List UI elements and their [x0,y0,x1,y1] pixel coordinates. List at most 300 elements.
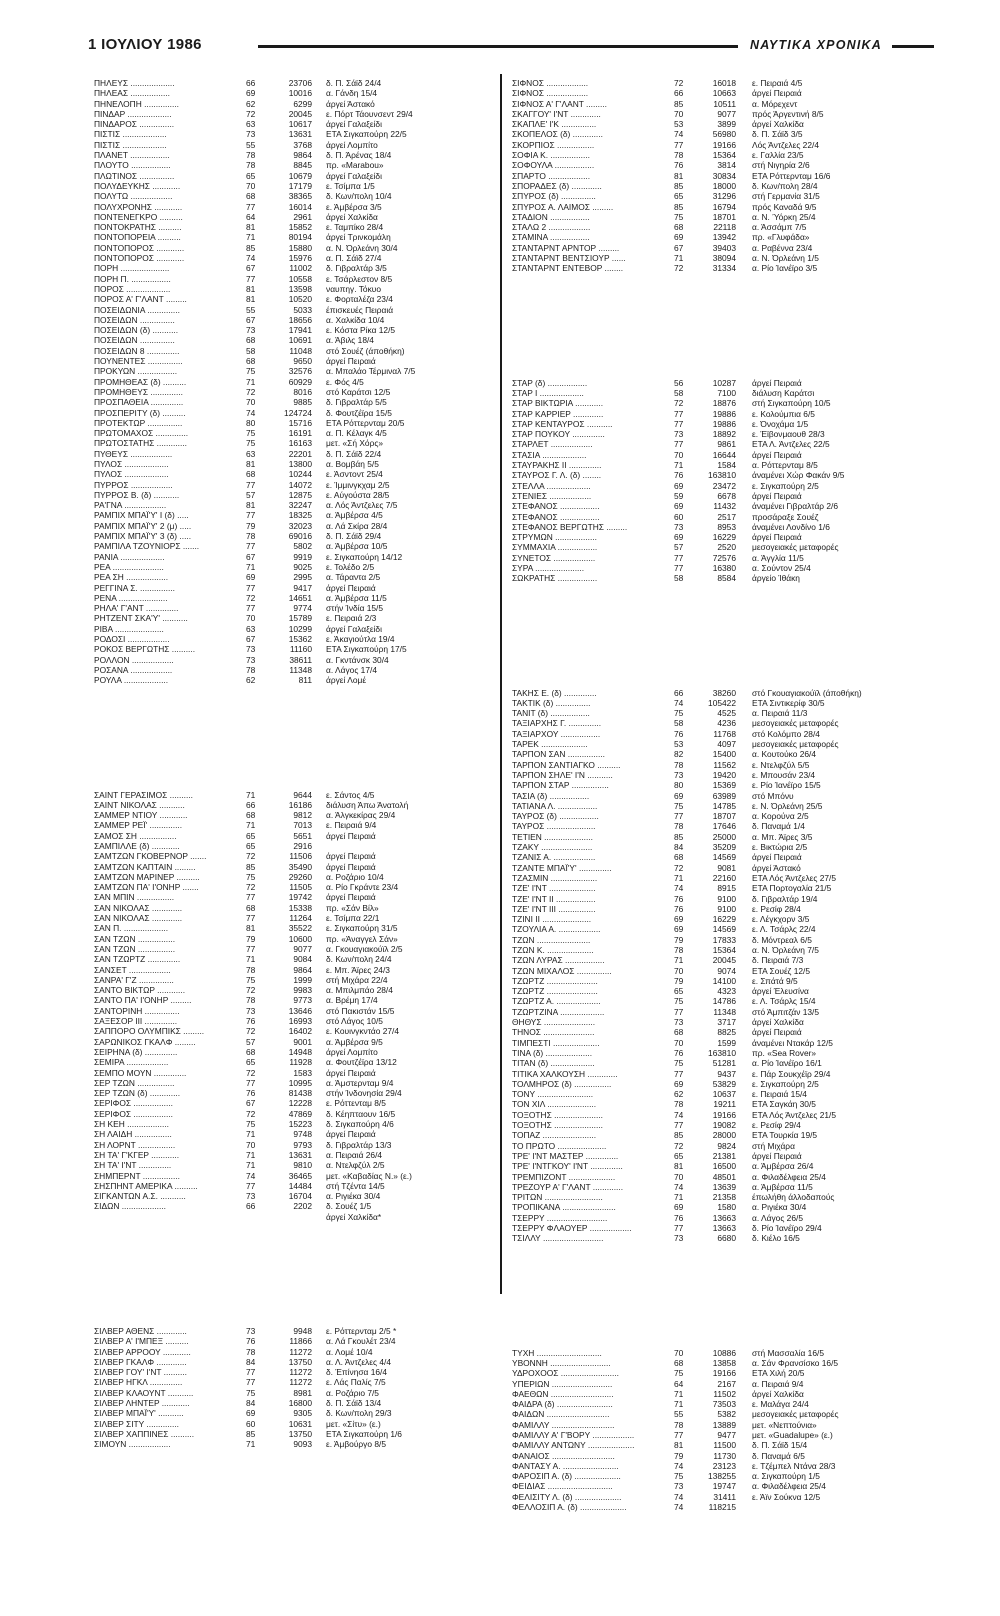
ship-name: ΣΙΛΒΕΡ ΚΛΑΟΥΝΤ ........... [94,1387,194,1398]
location-status: α. Άλγκεκίρας 29/4 [326,810,396,821]
build-year: 75 [246,428,256,439]
table-row [94,408,494,418]
tonnage: 10637 [712,1089,736,1100]
table-row [94,624,494,634]
ship-name: ΠΙΣΤΙΣ ................... [94,139,167,150]
build-year: 72 [246,1108,256,1119]
table-row [94,346,494,356]
location-status: ε. Τσίμπα 22/1 [326,913,380,924]
tonnage: 811 [298,675,312,686]
tonnage: 4236 [717,718,736,729]
location-status: ε. Λάς Παλίς 7/5 [326,1377,386,1388]
table-row [512,770,910,780]
tonnage: 9417 [293,582,312,593]
table-row [512,212,910,222]
tonnage: 17833 [712,934,736,945]
tonnage: 5382 [717,1409,736,1420]
location-status: δ. Παναμά 6/5 [752,1450,805,1461]
table-row [512,470,910,480]
location-status: ε. Πειραιά 2/3 [326,613,377,624]
location-status: έπωλήθη άλλοδαπούς [752,1192,835,1203]
tonnage: 10244 [288,469,312,480]
tonnage: 13663 [712,1223,736,1234]
tonnage: 2995 [293,572,312,583]
tonnage: 11348 [713,1006,736,1017]
location-status: στό Καράτσι 12/5 [326,386,391,397]
table-row [512,821,910,831]
table-row [512,832,910,842]
location-status: ε. Λέγκχορν 3/5 [752,914,810,925]
location-status: ε. Μπουσάν 23/4 [752,769,816,780]
tonnage: 118215 [708,1502,736,1513]
build-year: 77 [246,892,256,903]
build-year: 73 [246,654,256,665]
build-year: 65 [674,986,684,997]
ship-name: ΠΡΟΣΠΕΡΙΤΥ (δ) .......... [94,407,186,418]
ship-name: ΡΕΑ ...................... [94,561,164,572]
ship-name: ΣΤΑΝΤΑΡΝΤ ΕΝΤΕΒΟΡ ........ [512,263,624,274]
table-row [512,1192,910,1202]
build-year: 59 [674,490,684,501]
build-year: 71 [246,789,256,800]
table-row [94,975,494,985]
build-year: 70 [674,1037,684,1048]
build-year: 78 [246,531,256,542]
build-year: 67 [246,634,256,645]
table-row [512,202,910,212]
ship-name: ΣΕΙΡΗΝΑ (δ) .............. [94,1046,178,1057]
tonnage: 12228 [288,1098,312,1109]
table-row [512,129,910,139]
table-row [94,995,494,1005]
table-row [512,222,910,232]
tonnage: 16794 [712,201,736,212]
location-status: άργεί Πειραιά [752,1027,802,1038]
ship-name: ΠΙΣΤΙΣ ................... [94,129,167,140]
location-status: μετ. «Σίτυ» (ε.) [326,1418,381,1429]
ship-name: ΣΑΝ ΝΙΚΟΛΑΣ ............. [94,902,183,913]
location-status: ε. Άϊν Σούκνα 12/5 [752,1491,821,1502]
table-row [94,181,494,191]
build-year: 67 [246,551,256,562]
ship-name: ΤΥΧΗ ............................ [512,1347,602,1358]
build-year: 73 [246,325,256,336]
location-status: έπισκευές Πειραιά [326,304,394,315]
build-year: 68 [246,902,256,913]
tonnage: 53829 [712,1078,736,1089]
location-status: διάλυση Καράτσι [752,387,815,398]
table-row [512,1233,910,1243]
table-row [94,583,494,593]
table-row [512,119,910,129]
ship-name: ΣΤΑΡ ΠΟΥΚΟΥ .............. [512,429,605,440]
tonnage: 1580 [717,1202,736,1213]
tonnage: 1599 [717,1037,736,1048]
tonnage: 5802 [293,541,312,552]
ship-name: ΤΙΜΠΕΣΤΙ .................... [512,1037,600,1048]
build-year: 81 [246,458,256,469]
table-row [512,512,910,522]
table-row [512,863,910,873]
ship-name: ΡΗΛΑ' Γ'ΑΝΤ .............. [94,603,179,614]
location-status: α. Μόρεχεντ [752,98,798,109]
location-status: ε. Σιγκαπούρη 2/5 [752,1078,819,1089]
ship-name: ΠΟΡΟΣ ................... [94,283,171,294]
location-status: ε. Σιγκαπούρη 14/12 [326,551,403,562]
tonnage: 9001 [293,1036,312,1047]
table-row [94,1098,494,1108]
table-row [94,1088,494,1098]
tonnage: 22160 [712,872,736,883]
table-row [512,1389,910,1399]
ship-name: ΣΥΡΑ ..................... [512,562,585,573]
table-row [512,563,910,573]
location-status: δ. Π. Άρένας 18/4 [326,150,392,161]
build-year: 84 [246,1398,256,1409]
tonnage: 8915 [717,883,736,894]
table-row [94,510,494,520]
ship-name: ΣΑΜΜΕΡ ΡΕΪ' .............. [94,820,183,831]
location-status: α. Λός Άντζελες 7/5 [326,500,398,511]
table-row [94,191,494,201]
table-row [94,1408,494,1418]
ship-name: ΡΑΜΠΙΛΑ ΤΖΟΥΝΙΟΡΣ ....... [94,541,200,552]
build-year: 76 [674,728,684,739]
ship-name: ΠΥΡΡΟΣ .................. [94,479,173,490]
build-year: 71 [246,1149,256,1160]
tonnage: 105422 [708,697,736,708]
location-status: μεσογειακές μεταφορές [752,542,839,553]
build-year: 77 [674,1068,684,1079]
tonnage: 9864 [293,150,312,161]
ship-name: ΣΑΠΠΟΡΟ ΟΛΥΜΠΙΚΣ ......... [94,1026,205,1037]
tonnage: 9025 [293,561,312,572]
table-row [512,171,910,181]
location-status: πρ. «Marabou» [326,160,384,171]
ship-name: ΡΟΔΟΣΙ .................. [94,634,170,645]
tonnage: 29260 [288,871,312,882]
ship-name: ΣΤΡΥΜΩΝ .................. [512,532,597,543]
location-status: στό Λάγος 10/5 [326,1016,383,1027]
table-row [94,1439,494,1449]
tonnage: 14072 [288,479,312,490]
location-status: α. Κορούνα 2/5 [752,811,809,822]
location-status: δ. Κιέλο 16/5 [752,1233,800,1244]
ship-name: ΡΟΥΛΑ ................... [94,675,169,686]
ship-name: ΤΖΩΝ Κ. .................... [512,945,594,955]
ship-name: ΣΑΜΤΖΩΝ ΠΑ' Ι'ΟΝΗΡ ....... [94,882,199,893]
tonnage: 8584 [717,573,736,584]
location-status: άναμένει Γιβραλτάρ 2/6 [752,501,839,512]
ship-name: ΠΟΡΗ ..................... [94,263,170,274]
location-status: στό Κολόμπο 28/4 [752,728,820,739]
location-status: ε. Κολούμπια 6/5 [752,408,815,419]
ship-name: ΠΛΟΥΤΟ ................. [94,160,171,171]
location-status: άργεί Χαλκίδα* [326,1211,382,1222]
table-row [94,232,494,242]
ship-name: ΣΥΝΕΤΟΣ .................. [512,552,596,563]
build-year: 57 [246,489,256,500]
tonnage: 163810 [708,470,736,481]
table-row [94,665,494,675]
tonnage: 9477 [717,1429,736,1440]
table-row [512,1099,910,1109]
ship-name: ΤΟΞΟΤΗΣ ..................... [512,1120,603,1131]
table-row [512,780,910,790]
table-row [512,904,910,914]
table-row [94,841,494,851]
tonnage: 36465 [288,1170,312,1181]
table-row [94,274,494,284]
location-status: α. Βρέμη 17/4 [326,995,378,1006]
ship-name: ΡΑΝΙΑ ................... [94,551,165,562]
build-year: 85 [674,1130,684,1141]
location-status: ε. Τσάρλεστον 8/5 [326,273,393,284]
ship-name: ΣΤΑΝΤΑΡΝΤ ΑΡΝΤΟΡ ......... [512,242,620,253]
location-status: α. Γκντάνσκ 30/4 [326,654,389,665]
table-row [94,675,494,685]
tonnage: 9773 [293,995,312,1006]
build-year: 69 [246,572,256,583]
table-row [512,88,910,98]
location-status: δ. Π. Σάϊδ 13/4 [326,1398,382,1409]
table-row [94,851,494,861]
build-year: 64 [674,1378,684,1389]
build-year: 65 [246,170,256,181]
ship-name: ΠΟΣΕΙΔΩΝ 8 .............. [94,345,180,356]
table-row [94,109,494,119]
table-row [512,1069,910,1079]
location-status: μετ. «Καβαδίας Ν.» (ε.) [326,1170,412,1181]
tonnage: 9885 [293,397,312,408]
table-row [94,541,494,551]
ship-name: ΣΠΥΡΟΣ Α. ΛΑΙΜΟΣ ......... [512,201,614,212]
build-year: 76 [674,160,684,171]
build-year: 62 [674,1089,684,1100]
location-status: δ. Γιβραλτάρ 5/5 [326,397,387,408]
build-year: 77 [246,479,256,490]
tonnage: 9793 [293,1139,312,1150]
location-status: α. Πειραιά 9/4 [752,1378,804,1389]
location-status: ε. Πειραιά 15/4 [752,1089,807,1100]
table-row [94,243,494,253]
location-status: ε. Βικτώρια 2/5 [752,842,808,853]
table-row [94,222,494,232]
ship-name: ΡΟΚΟΣ ΒΕΡΓΩΤΗΣ .......... [94,644,196,655]
location-status: δ. Π. Σάϊδ 15/4 [752,1440,808,1451]
ship-name: ΣΑΜΤΖΩΝ ΚΑΠΤΑΙΝ ......... [94,861,196,872]
table-row [512,1348,910,1358]
location-status: ε. Ν. Όρλεάνη 25/5 [752,800,823,811]
table-row [512,1502,910,1512]
tonnage: 19886 [712,408,736,419]
table-row [512,1161,910,1171]
table-row [94,253,494,263]
table-row [94,985,494,995]
table-row [94,1047,494,1057]
build-year: 70 [674,1171,684,1182]
build-year: 76 [674,1212,684,1223]
table-row [512,439,910,449]
build-year: 71 [246,561,256,572]
build-year: 68 [246,191,256,202]
ship-name: ΣΗ ΛΟΡΝΤ ................ [94,1139,176,1150]
location-status: ε. Αύγούστα 28/5 [326,489,390,500]
ship-name: ΣΤΕΦΑΝΟΣ ................. [512,511,600,522]
table-row [512,1079,910,1089]
table-row [94,263,494,273]
ship-name: ΠΟΛΥΔΕΥΚΗΣ ............ [94,180,181,191]
tonnage: 17646 [712,821,736,832]
location-status: άργεί Πειραιά [326,861,376,872]
build-year: 55 [246,304,256,315]
ship-name: ΡΙΒΑ ..................... [94,623,164,634]
location-status: άργεί Τρινκομάλη [326,232,391,243]
build-year: 79 [246,520,256,531]
build-year: 70 [246,397,256,408]
table-row [512,1440,910,1450]
ship-group [512,378,910,584]
location-status: στό Γκουαγιακούϊλ (άποθήκη) [752,687,862,698]
build-year: 69 [674,480,684,491]
table-row [512,1430,910,1440]
tonnage: 9824 [717,1140,736,1151]
location-status: άργεί Πειραιά [752,449,802,460]
build-year: 77 [246,273,256,284]
build-year: 71 [246,376,256,387]
table-row [512,99,910,109]
ship-name: ΠΡΟΤΕΚΤΩΡ ............... [94,417,183,428]
location-status: άναμένει Ντακάρ 12/5 [752,1037,833,1048]
tonnage: 3814 [717,160,736,171]
table-row [512,1172,910,1182]
tonnage: 11048 [289,345,312,356]
ship-name: ΣΙΜΟΥΝ .................. [94,1439,171,1450]
build-year: 72 [246,882,256,893]
tonnage: 11500 [713,1440,736,1451]
table-row [512,553,910,563]
ship-name: ΠΟΛΥΤΩ .................. [94,191,173,202]
table-row [94,552,494,562]
ship-name: ΣΑΝ ΤΖΩΡΤΖ .............. [94,954,181,965]
location-status: άργεί Πειραιά [752,377,802,388]
ship-name: ΦΑΝΤΑΣΥ Α. ........................ [512,1460,619,1471]
location-status: στή Μασσαλία 16/5 [752,1347,824,1358]
location-status: ε. Κόστα Ρίκα 12/5 [326,325,396,336]
ship-name: ΤΖΩΡΤΖ Α. ................... [512,996,601,1007]
tonnage: 16380 [712,562,736,573]
location-status: ΕΤΑ Σιγκαπούρη 17/5 [326,644,407,655]
tonnage: 9864 [293,964,312,975]
ship-name: ΠΟΝΤΟΚΡΑΤΗΣ .......... [94,222,182,233]
ship-name: ΣΙΛΒΕΡ ΜΠΑΪ'Υ' ........... [94,1408,184,1419]
table-row [94,1140,494,1150]
tonnage: 1584 [717,460,736,471]
table-row [512,739,910,749]
ship-name: ΠΟΝΤΟΠΟΡΟΣ ............ [94,242,185,253]
table-row [512,429,910,439]
table-row [512,573,910,583]
location-status: άργεί Χαλκίδα [752,119,804,130]
tonnage: 18707 [712,811,736,822]
ship-name: ΣΠΑΡΤΟ .................. [512,170,591,181]
tonnage: 8953 [717,521,736,532]
build-year: 75 [674,800,684,811]
build-year: 74 [674,883,684,894]
table-row [94,490,494,500]
build-year: 73 [674,769,684,780]
build-year: 69 [246,88,256,99]
tonnage: 13750 [288,1356,312,1367]
build-year: 71 [674,460,684,471]
table-row [94,603,494,613]
table-row [94,965,494,975]
ship-name: ΤΖΩΝ ΜΙΧΑΛΟΣ ............... [512,965,612,976]
tonnage: 9077 [717,108,736,119]
table-row [512,522,910,532]
build-year: 66 [674,88,684,99]
tonnage: 138255 [708,1471,736,1482]
location-status: δ. Κων/πολη 10/4 [326,191,392,202]
build-year: 77 [674,562,684,573]
tonnage: 14948 [288,1046,312,1057]
location-status: α. Κουτούκο 26/4 [752,749,817,760]
tonnage: 21358 [712,1192,736,1203]
location-status: άργεί Γαλαξείδι [326,623,382,634]
table-row [512,1223,910,1233]
tonnage: 16402 [288,1026,312,1037]
ship-name: ΣΑΝ ΜΠΙΝ ................ [94,892,175,903]
table-row [512,688,910,698]
ship-name: ΣΥΜΜΑΧΙΑ ................. [512,542,598,553]
location-status: δ. Κων/πολη 29/3 [326,1408,392,1419]
tonnage: 15362 [288,634,312,645]
build-year: 75 [246,974,256,985]
ship-name: ΤΗΝΟΣ ...................... [512,1027,595,1038]
build-year: 77 [674,408,684,419]
tonnage: 20045 [288,108,312,119]
table-row [94,1026,494,1036]
ship-name: ΡΟΣΑΝΑ .................. [94,664,173,675]
location-status: άργείο Ίθάκη [752,573,800,584]
location-status: ΕΤΑ Πορτογαλία 21/5 [752,883,832,894]
ship-name: ΦΑΜΙΛΛΥ ΑΝΤΩΝΥ .................... [512,1440,635,1451]
tonnage: 35209 [712,842,736,853]
location-status: δ. Σιγκαπούρη 4/6 [326,1119,394,1130]
ship-name: ΡΑ'ΓΝΑ .................. [94,500,167,511]
ship-name: ΤΙΝΑ (δ) .................... [512,1047,593,1058]
location-status: ε. Ρεσίφ 29/4 [752,1120,801,1131]
build-year: 85 [246,861,256,872]
table-row [94,1016,494,1026]
tonnage: 19747 [712,1481,736,1492]
build-year: 53 [674,739,684,750]
tonnage: 16500 [712,1161,736,1172]
location-status: στό Άμπιτζάν 13/5 [752,1006,820,1017]
build-year: 76 [674,903,684,914]
build-year: 73 [246,1191,256,1202]
table-row [94,892,494,902]
location-status: στή Τζέντα 14/5 [326,1180,385,1191]
location-status: α. Λά Γκουλέτ 23/4 [326,1336,396,1347]
ship-name: ΦΑΜΙΛΛΥ ........................... [512,1419,615,1430]
tonnage: 32247 [288,500,312,511]
build-year: 78 [674,1419,684,1430]
ship-name: ΣΤΕΦΑΝΟΣ ΒΕΡΓΩΤΗΣ ......... [512,521,628,532]
tonnage: 16644 [712,449,736,460]
tonnage: 31334 [712,263,736,274]
location-status: άργεί Γαλαξείδι [326,119,382,130]
